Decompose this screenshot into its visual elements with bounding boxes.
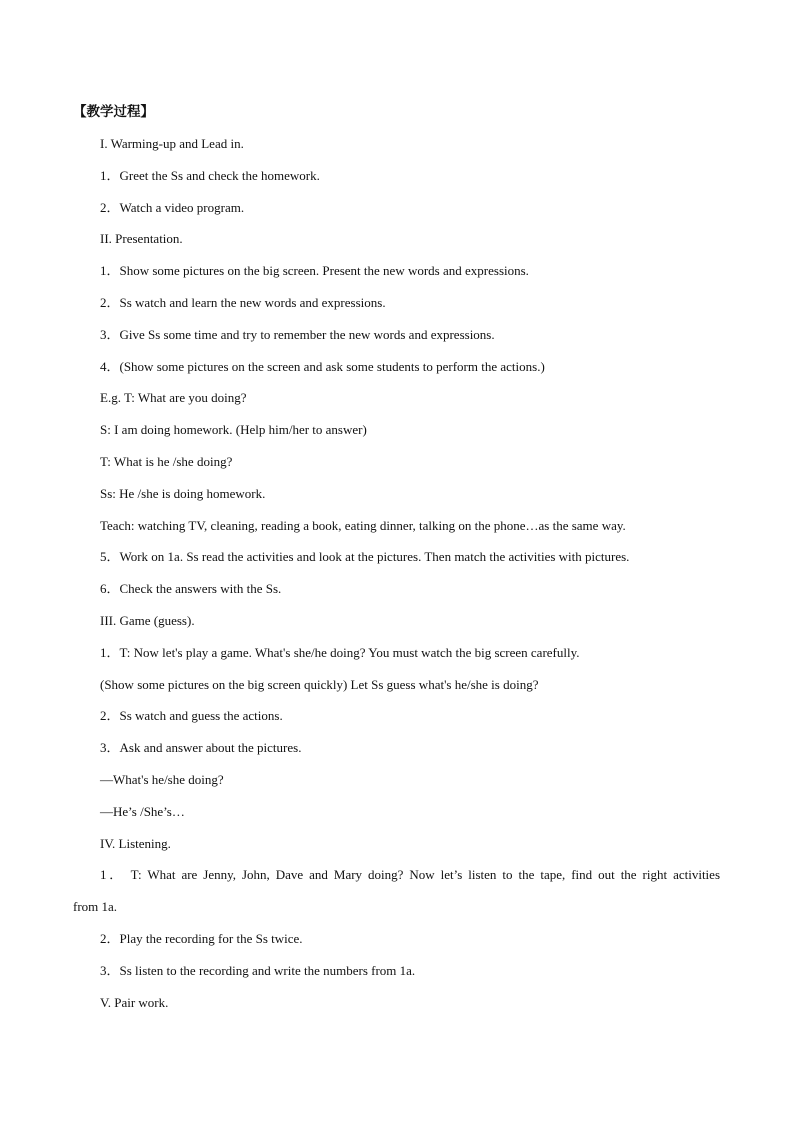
- step-line: 3．Ask and answer about the pictures.: [100, 740, 302, 756]
- section-title-pair-work: V. Pair work.: [100, 994, 169, 1010]
- step-line: (Show some pictures on the big screen quickly) Let Ss guess what's he/she is doing?: [100, 676, 539, 692]
- step-line: 2．Play the recording for the Ss twice.: [100, 930, 303, 946]
- step-line: 1．Greet the Ss and check the homework.: [100, 167, 320, 183]
- lesson-steps: [0, 133, 794, 1023]
- step-line: 4．(Show some pictures on the screen and ask some students to perform the actions.): [100, 358, 545, 374]
- step-line: 5．Work on 1a. Ss read the activities and look at the pictures. Then match the activities with pictures.: [100, 549, 630, 565]
- step-line: 2．Ss watch and learn the new words and expressions.: [100, 294, 386, 310]
- dialogue-line: T: What is he /she doing?: [100, 453, 233, 469]
- section-heading: 【教学过程】: [73, 104, 154, 120]
- dialogue-line: Ss: He /she is doing homework.: [100, 485, 266, 501]
- dialogue-line: —What's he/she doing?: [100, 771, 224, 787]
- step-line: 1．T: Now let's play a game. What's she/he doing? You must watch the big screen carefully.: [100, 644, 580, 660]
- step-line: 1．Show some pictures on the big screen. Present the new words and expressions.: [100, 263, 529, 279]
- dialogue-line: E.g. T: What are you doing?: [100, 390, 247, 406]
- section-title-warming-up: I. Warming-up and Lead in.: [100, 136, 244, 151]
- section-title-game: III. Game (guess).: [100, 612, 195, 628]
- dialogue-line: S: I am doing homework. (Help him/her to answer): [100, 422, 367, 438]
- step-line: 6．Check the answers with the Ss.: [100, 581, 282, 597]
- step-line: 2．Watch a video program.: [100, 199, 245, 215]
- section-title-listening: IV. Listening.: [100, 835, 171, 851]
- step-line: 3．Ss listen to the recording and write the numbers from 1a.: [100, 962, 416, 978]
- section-title-presentation: II. Presentation.: [100, 231, 183, 247]
- dialogue-line: —He’s /She’s…: [100, 803, 185, 819]
- step-line-continuation: from 1a.: [73, 899, 118, 915]
- step-line: 3．Give Ss some time and try to remember the new words and expressions.: [100, 326, 495, 342]
- step-line: 2．Ss watch and guess the actions.: [100, 708, 283, 724]
- step-line: 1． T: What are Jenny, John, Dave and Mary doing? Now let’s listen to the tape, find out the right activities: [100, 867, 720, 883]
- step-line: Teach: watching TV, cleaning, reading a book, eating dinner, talking on the phone…as the same way.: [100, 517, 626, 533]
